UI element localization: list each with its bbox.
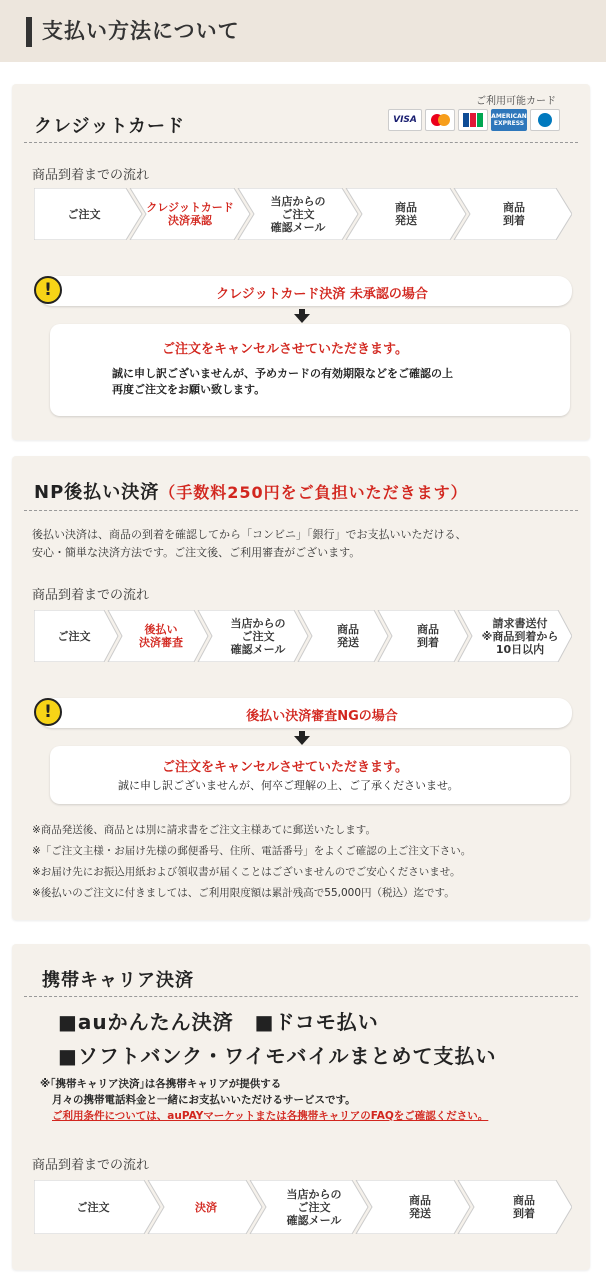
np-step-1: ご注文 xyxy=(57,629,91,643)
carrier-divider xyxy=(24,996,578,997)
credit-warning-text: クレジットカード決済 未承認の場合 xyxy=(216,287,428,302)
credit-card-section xyxy=(12,84,590,440)
credit-step-1: ご注文 xyxy=(67,207,101,221)
np-section xyxy=(12,456,590,920)
credit-cancel-body-1: 誠に申し訳ございませんが、予めカードの有効期限などをご確認の上 xyxy=(112,367,453,380)
mastercard-logo xyxy=(425,109,455,131)
carrier-step-3: 当店からの ご注文 確認メール xyxy=(286,1187,342,1227)
carrier-line-2: ■ソフトバンク・ワイモバイルまとめて支払い xyxy=(58,1044,497,1068)
carrier-title: 携帯キャリア決済 xyxy=(42,970,194,991)
carrier-note: ※｢携帯キャリア決済｣は各携帯キャリアが提供する 月々の携帯電話料金と一緒にお支払いいただけるサービスです。 ご利用条件については、auPAYマーケットまたは各携帯キャリアのFAQをご確認ください。 xyxy=(40,1078,489,1122)
jcb-logo xyxy=(458,109,488,131)
carrier-line-1: ■auかんたん決済 ■ドコモ払い xyxy=(58,1010,379,1034)
np-step-3: 当店からの ご注文 確認メール xyxy=(230,616,286,656)
np-cancel-box xyxy=(50,746,570,804)
np-cancel-title: ご注文をキャンセルさせていただきます。 xyxy=(162,760,408,775)
credit-card-title: クレジットカード xyxy=(34,116,186,137)
np-flow-label: 商品到着までの流れ xyxy=(32,588,150,603)
credit-cancel-title: ご注文をキャンセルさせていただきます。 xyxy=(162,342,408,357)
carrier-step-5: 商品 到着 xyxy=(513,1194,535,1220)
credit-flow-label: 商品到着までの流れ xyxy=(32,168,150,183)
np-notes xyxy=(32,820,471,904)
carrier-step-1: ご注文 xyxy=(76,1200,110,1214)
np-note-3: ※お届け先にお振込用紙および領収書が届くことはございませんのでご安心くださいませ。 xyxy=(32,866,461,878)
exclamation-icon: ! xyxy=(34,276,62,304)
credit-step-4: 商品 発送 xyxy=(395,201,417,227)
credit-step-2: クレジットカード 決済承認 xyxy=(146,201,234,227)
np-desc-1: 後払い決済は、商品の到着を確認してから「コンビニ」「銀行」でお支払いいただける、 xyxy=(32,528,467,541)
amex-logo: AMERICAN EXPRESS xyxy=(491,109,527,131)
credit-divider xyxy=(24,142,578,143)
page-header xyxy=(0,0,606,62)
down-arrow-icon xyxy=(294,314,310,323)
carrier-step-4: 商品 発送 xyxy=(409,1194,431,1220)
np-warning-text: 後払い決済審査NGの場合 xyxy=(246,709,398,724)
np-step-4: 商品 発送 xyxy=(337,623,359,649)
np-step-6: 請求書送付 ※商品到着から 10日以内 xyxy=(481,616,559,656)
carrier-step-2: 決済 xyxy=(195,1200,217,1214)
np-divider xyxy=(24,510,578,511)
diners-logo xyxy=(530,109,560,131)
credit-step-3: 当店からの ご注文 確認メール xyxy=(270,194,326,234)
np-cancel-body: 誠に申し訳ございませんが、何卒ご理解の上、ご了承くださいませ。 xyxy=(118,779,459,792)
np-note-2: ※「ご注文主様・お届け先様の郵便番号、住所、電話番号」をよくご確認の上ご注文下さい。 xyxy=(32,845,472,857)
credit-cancel-body-2: 再度ご注文をお願い致します。 xyxy=(112,383,266,396)
exclamation-icon: ! xyxy=(34,698,62,726)
credit-step-5: 商品 到着 xyxy=(503,201,525,227)
carrier-section xyxy=(12,944,590,1270)
visa-logo: VISA xyxy=(388,109,422,131)
title-bar-accent xyxy=(26,17,32,47)
carrier-flow-label: 商品到着までの流れ xyxy=(32,1158,150,1173)
np-fee: （手数料250円をご負担いただきます） xyxy=(159,483,468,502)
carrier-faq-link[interactable]: ご利用条件については、auPAYマーケットまたは各携帯キャリアのFAQをご確認ください。 xyxy=(52,1110,489,1122)
np-desc-2: 安心・簡単な決済方法です。ご注文後、ご利用審査がございます。 xyxy=(32,546,361,559)
np-step-2: 後払い 決済審査 xyxy=(139,623,183,649)
np-step-5: 商品 到着 xyxy=(417,623,439,649)
down-arrow-icon xyxy=(294,736,310,745)
available-cards-label: ご利用可能カード xyxy=(476,96,556,107)
card-logos xyxy=(388,109,560,131)
np-title: NP後払い決済（手数料250円をご負担いただきます） xyxy=(34,482,468,503)
page-title: 支払い方法について xyxy=(42,19,240,43)
np-note-4: ※後払いのご注文に付きましては、ご利用限度額は累計残高で55,000円（税込）迄です。 xyxy=(32,887,455,899)
np-note-1: ※商品発送後、商品とは別に請求書をご注文主様あてに郵送いたします。 xyxy=(32,824,376,836)
